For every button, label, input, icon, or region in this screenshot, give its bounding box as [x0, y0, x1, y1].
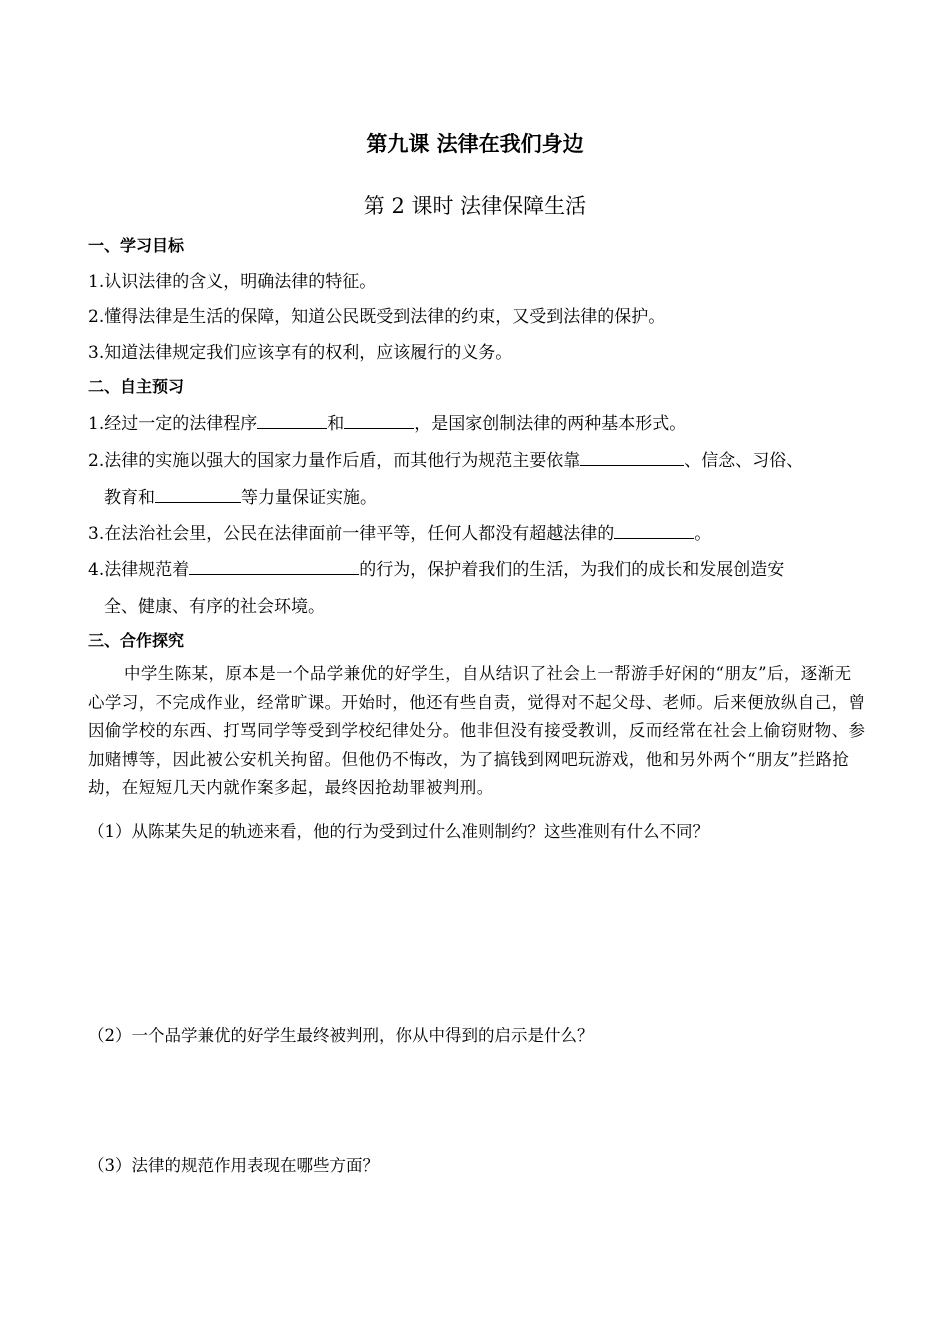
answer-blank[interactable]: [614, 523, 694, 539]
question-text: 3.在法治社会里，公民在法律面前一律平等，任何人都没有超越法律的: [88, 524, 615, 544]
page-subtitle: 第 2 课时 法律保障生活: [363, 194, 587, 218]
question-text: 的行为，保护着我们的生活，为我们的成长和发展创造安: [359, 560, 785, 580]
preview-question-2-cont: [104, 483, 377, 508]
section-heading-cooperation: 三、合作探究: [88, 631, 185, 650]
answer-blank[interactable]: [189, 559, 359, 575]
answer-blank[interactable]: [580, 450, 684, 466]
preview-question-4-cont: [104, 592, 325, 617]
discussion-question-2: （2）一个品学兼优的好学生最终被判刑，你从中得到的启示是什么？: [88, 1026, 594, 1045]
question-text: 教育和: [104, 488, 155, 508]
answer-blank[interactable]: [344, 413, 414, 429]
preview-question-1: [88, 409, 686, 434]
preview-question-4: [88, 555, 784, 580]
question-text: 、信念、习俗、: [684, 451, 804, 471]
question-text: 1.经过一定的法律程序: [88, 414, 258, 434]
objective-item: 2.懂得法律是生活的保障，知道公民既受到法律的约束，又受到法律的保护。: [88, 307, 666, 327]
question-text: 全、健康、有序的社会环境。: [104, 597, 325, 617]
objective-item: 1.认识法律的含义，明确法律的特征。: [88, 272, 377, 292]
preview-question-3: [88, 519, 711, 544]
section-heading-objectives: 一、学习目标: [88, 236, 185, 255]
section-heading-preview: 二、自主预习: [88, 377, 185, 396]
question-text: 等力量保证实施。: [241, 488, 377, 508]
question-text: 4.法律规范着: [88, 560, 190, 580]
question-text: 和: [327, 414, 345, 434]
answer-blank[interactable]: [257, 413, 327, 429]
preview-question-2: [88, 446, 803, 471]
answer-blank[interactable]: [155, 487, 241, 503]
objective-item: 3.知道法律规定我们应该享有的权利，应该履行的义务。: [88, 343, 513, 363]
discussion-question-1: （1）从陈某失足的轨迹来看，他的行为受到过什么准则制约？这些准则有什么不同？: [88, 822, 709, 841]
question-text: 2.法律的实施以强大的国家力量作后盾，而其他行为规范主要依靠: [88, 451, 581, 471]
page-title: 第九课 法律在我们身边: [366, 132, 584, 156]
case-story: 中学生陈某，原本是一个品学兼优的好学生，自从结识了社会上一帮游手好闲的“朋友”后，逐渐无心学习，不完成作业，经常旷课。开始时，他还有些自责，觉得对不起父母、老师。后来便放纵自己，曾因偷学校的东西、打骂同学等受到学校纪律处分。他非但没有接受教训，反而经常在社会上偷窃财物、参加赌博等，因此被公安机关拘留。但他仍不悔改，为了搞钱到网吧玩游戏，他和另外两个“朋友”拦路抢劫，在短短几天内就作案多起，最终因抢劫罪被判刑。: [88, 664, 866, 797]
question-text: 。: [694, 524, 712, 544]
question-text: ，是国家创制法律的两种基本形式。: [414, 414, 687, 434]
discussion-question-3: （3）法律的规范作用表现在哪些方面？: [88, 1156, 379, 1175]
